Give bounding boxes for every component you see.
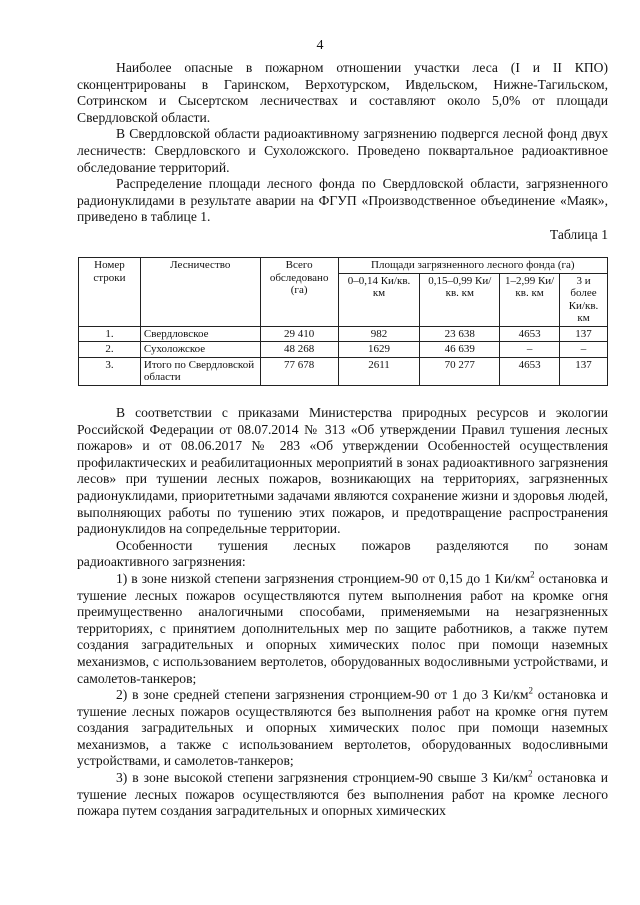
table-row — [79, 357, 608, 385]
header-num: Номер строки — [79, 258, 141, 327]
list-item — [77, 770, 608, 820]
contamination-table — [78, 257, 608, 386]
header-forestry: Лесничество — [140, 258, 260, 327]
header-group: Площади загрязненного лесного фонда (га) — [338, 258, 607, 274]
header-range: 0,15–0,99 Ки/кв. км — [420, 273, 500, 326]
list-item-text: остановка и тушение лесных пожаров осуществляются без выполнения работ на кромке лесного пожара путем создания заградительных и опорных химических — [77, 770, 608, 819]
row-value: – — [560, 342, 608, 358]
table-caption: Таблица 1 — [549, 227, 608, 242]
table-row — [79, 342, 608, 358]
row-value: 137 — [560, 326, 608, 342]
paragraph: радиоактивного загрязнения: — [77, 554, 246, 570]
row-num: 1. — [79, 326, 141, 342]
row-value: 982 — [338, 326, 420, 342]
header-range: 3 и более Ки/кв. км — [560, 273, 608, 326]
list-item-text: 1) в зоне низкой степени загрязнения стронцием-90 от 0,15 до 1 Ки/км — [116, 570, 531, 586]
list-item-text: остановка и тушение лесных пожаров осуществляются без выполнения работ на кромке огня путем создания заградительных и опорных химических полос при помощи наземных механизмов, а также с использованием вертолетов, оборудованных водосливными устройствами, и самолетов-танкеров; — [77, 687, 608, 769]
table-row — [79, 326, 608, 342]
row-num: 3. — [79, 357, 141, 385]
list-item-text: 3) в зоне высокой степени загрязнения стронцием-90 свыше 3 Ки/км — [116, 770, 529, 786]
paragraph: В Свердловской области радиоактивному загрязнению подвергся лесной фонд двух лесничеств: Свердловского и Сухоложского. Проведено поквартальное радиоактивное обследование территорий. — [77, 126, 608, 175]
table-header-row — [79, 258, 608, 274]
row-value: – — [500, 342, 560, 358]
row-forestry: Сухоложское — [140, 342, 260, 358]
row-value: 1629 — [338, 342, 420, 358]
row-value: 4653 — [500, 326, 560, 342]
paragraph: Наиболее опасные в пожарном отношении участки леса (I и II КПО) сконцентрированы в Гаринском, Верхотурском, Ивдельском, Нижне-Тагильском, Сотринском и Сысертском лесничествах и составляют около 5,0% от площади Свердловской области. — [77, 60, 608, 125]
row-value: 23 638 — [420, 326, 500, 342]
row-value: 46 639 — [420, 342, 500, 358]
list-item-text: остановка и тушение лесных пожаров осуществляются путем выполнения работ на кромке огня преимущественно аналогичными способами, применяемыми на незагрязненных территориях, с принятием дополнительных мер по защите работников, а также путем создания заградительных и опорных химических полос при помощи наземных механизмов, с использованием вертолетов, оборудованных водосливными устройствами, и самолетов-танкеров; — [77, 570, 609, 686]
page-number: 4 — [316, 38, 324, 53]
row-total: 29 410 — [260, 326, 338, 342]
header-range: 1–2,99 Ки/кв. км — [500, 273, 560, 326]
row-value: 137 — [560, 357, 608, 385]
row-value: 70 277 — [420, 357, 500, 385]
row-value: 4653 — [500, 357, 560, 385]
row-total: 77 678 — [260, 357, 338, 385]
header-range: 0–0,14 Ки/кв. км — [338, 273, 420, 326]
row-forestry: Итого по Свердловской области — [140, 357, 260, 385]
superscript: 2 — [530, 569, 535, 580]
paragraph: В соответствии с приказами Министерства природных ресурсов и экологии Российской Федерации от 08.07.2014 № 313 «Об утверждении Правил тушения лесных пожаров» и от 08.06.2017 № 283 «Об утверждении Особенностей осуществления профилактических и реабилитационных мероприятий в зонах радиоактивного загрязнения лесов» при тушении лесных пожаров, возникающих на территориях, загрязненных радионуклидами, приоритетными задачами являются сохранение жизни и здоровья людей, выполняющих работы по тушению этих пожаров, и предотвращение распространения радионуклидов на сопредельные территории. — [77, 405, 608, 537]
paragraph: Особенности тушения лесных пожаров разделяются по зонам — [116, 537, 608, 553]
row-total: 48 268 — [260, 342, 338, 358]
header-total: Всего обследовано (га) — [260, 258, 338, 327]
list-item-text: 2) в зоне средней степени загрязнения стронцием-90 от 1 до 3 Ки/км — [116, 687, 529, 703]
intro-text — [77, 60, 608, 226]
row-num: 2. — [79, 342, 141, 358]
list-item — [77, 687, 608, 770]
paragraph: Распределение площади лесного фонда по Свердловской области, загрязненного радионуклидами в результате аварии на ФГУП «Производственное объединение «Маяк», приведено в таблице 1. — [77, 176, 608, 225]
superscript: 2 — [528, 768, 533, 779]
row-forestry: Свердловское — [140, 326, 260, 342]
superscript: 2 — [528, 685, 533, 696]
row-value: 2611 — [338, 357, 420, 385]
list-item — [77, 571, 608, 687]
main-text — [77, 405, 608, 820]
